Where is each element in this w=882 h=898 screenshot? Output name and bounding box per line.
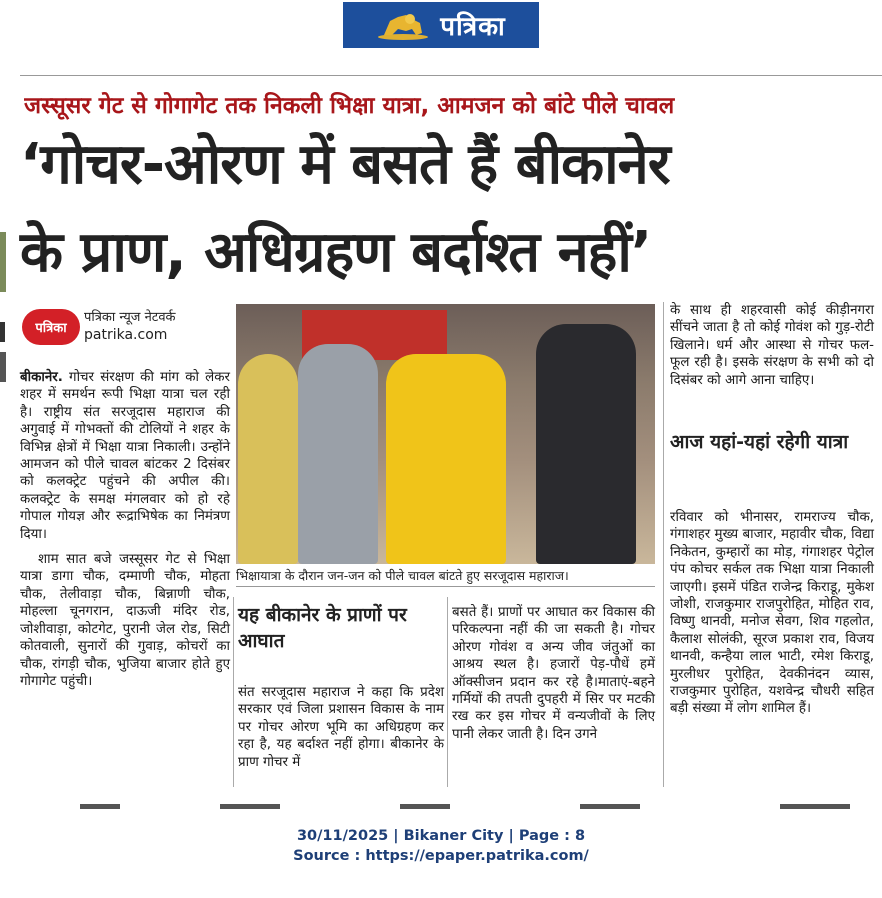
- headline-line-1: ‘गोचर-ओरण में बसते हैं बीकानेर: [20, 132, 670, 197]
- byline: [22, 305, 232, 349]
- article-kicker: जस्सूसर गेट से गोगागेट तक निकली भिक्षा यात्रा, आमजन को बांटे पीले चावल: [24, 93, 675, 119]
- column-3: बसते हैं। प्राणों पर आघात कर विकास की परिकल्पना नहीं की जा सकती है। गोचर ओरण गोवंश व अन्य जीव जंतुओं का आश्रय स्थल है। हजारों पेड़-पौधें हमें ऑक्सीजन प्रदान कर रहे है।माताएं-बहने गर्मियों की तपती दुपहरी में सिर पर मटकी रख कर इस गोचर में वन्यजीवों के लिए पानी लेकर जाती है। दिन उगने: [452, 605, 655, 742]
- patrika-logo: पत्रिका: [22, 309, 80, 345]
- news-photo: [236, 304, 655, 564]
- photo-caption: भिक्षायात्रा के दौरान जन-जन को पीले चावल बांटते हुए सरजूदास महाराज।: [236, 568, 569, 583]
- paragraph: गोचर संरक्षण की मांग को लेकर शहर में समर्थन रूपी भिक्षा यात्रा चल रही है। राष्ट्रीय संत सरजूदास महाराज की अगुवाई में गोभक्तों की टोलियों ने शहर के विभिन्न क्षेत्रों में भिक्षा यात्रा निकाली। उन्होंने आमजन को पीले चावल बांटकर 2 दिसंबर को कलक्ट्रेट पहुंचने की अपील की। कलक्ट्रेट के समक्ष मंगलवार को हो रहे गोपाल गोयज्ञ और रूद्राभिषेक का निमंत्रण दिया।: [20, 370, 230, 542]
- subheading: आज यहां-यहां रहेगी यात्रा: [670, 431, 849, 453]
- dateline: बीकानेर.: [20, 370, 63, 385]
- subheading: यह बीकानेर के प्राणों पर आघात: [238, 604, 407, 652]
- masthead: [343, 2, 539, 48]
- person-figure: [386, 354, 506, 564]
- cut-off-text-row: [20, 794, 882, 812]
- masthead-brand: पत्रिका: [440, 12, 506, 42]
- footer-date-page: 30/11/2025 | Bikaner City | Page : 8: [296, 828, 586, 844]
- lion-icon: [376, 9, 430, 41]
- headline-line-2: के प्राण, अधिग्रहण बर्दाश्त नहीं’: [20, 220, 652, 285]
- rule: [236, 586, 655, 587]
- byline-network: पत्रिका न्यूज नेटवर्क: [84, 310, 176, 325]
- footer-source: Source : https://epaper.patrika.com/: [293, 848, 589, 864]
- column-rule: [447, 597, 448, 787]
- newspaper-page: [0, 72, 882, 812]
- person-figure: [238, 354, 298, 564]
- paragraph: शाम सात बजे जस्सूसर गेट से भिक्षा यात्रा डागा चौक, दम्माणी चौक, मोहता चौक, तेलीवाड़ा चौक, बिन्नाणी चौक, मोहल्ला चूनगरान, दाऊजी मंदिर रोड, जोशीवाड़ा, कोटगेट, पुरानी जेल रोड, सिटी कोतवाली, सुनारों की गुवाड़, कोचरों का चौक, रांगड़ी चौक, भुजिया बाजार होते हुए गोगागेट पहुंची।: [20, 552, 230, 689]
- adjacent-article-edge: [0, 72, 14, 812]
- byline-site: patrika.com: [84, 327, 168, 343]
- column-2: संत सरजूदास महाराज ने कहा कि प्रदेश सरकार एवं जिला प्रशासन विकास के नाम पर गोचर ओरण भूमि का अधिग्रहण कर रहा है, यह बर्दाश्त नहीं होगा। बीकानेर के प्राण गोचर में: [238, 685, 444, 770]
- column-rule: [233, 597, 234, 787]
- column-rule: [663, 302, 664, 787]
- person-figure: [536, 324, 636, 564]
- column-4-continued: रविवार को भीनासर, रामराज्य चौक, गंगाशहर मुख्य बाजार, महावीर चौक, विद्या निकेतन, कुम्हारों का मोड़, गंगाशहर पेट्रोल पंप कोचर सर्कल तक भिक्षा यात्रा निकाली जाएगी। इसमें पंडित राजेन्द्र किराडू, मुकेश जोशी, राजकुमार राजपुरोहित, मोहित राव, विष्णु थानवी, मनोज सेवग, शिव गहलोत, कैलाश सोलंकी, सूरज प्रकाश राव, विजय थानवी, कन्हैया लाल भाटी, रमेश किराडू, मुरलीधर पुरोहित, देवकीनंदन व्यास, राजकुमार पुरोहित, यशवेन्द्र चौधरी सहित बड़ी संख्या में लोग शामिल हैं।: [670, 510, 874, 717]
- person-figure: [298, 344, 378, 564]
- rule: [20, 75, 882, 76]
- source-footer: [0, 826, 882, 866]
- column-4: के साथ ही शहरवासी कोई कीड़ीनगरा सींचने जाता है तो कोई गोवंश को गुड़-रोटी खिलाने। धर्म और आस्था से गोचर फल-फूल रही है। इसके संरक्षण के सभी को दो दिसंबर को आगे आना चाहिए।: [670, 303, 874, 388]
- column-1: [20, 369, 230, 698]
